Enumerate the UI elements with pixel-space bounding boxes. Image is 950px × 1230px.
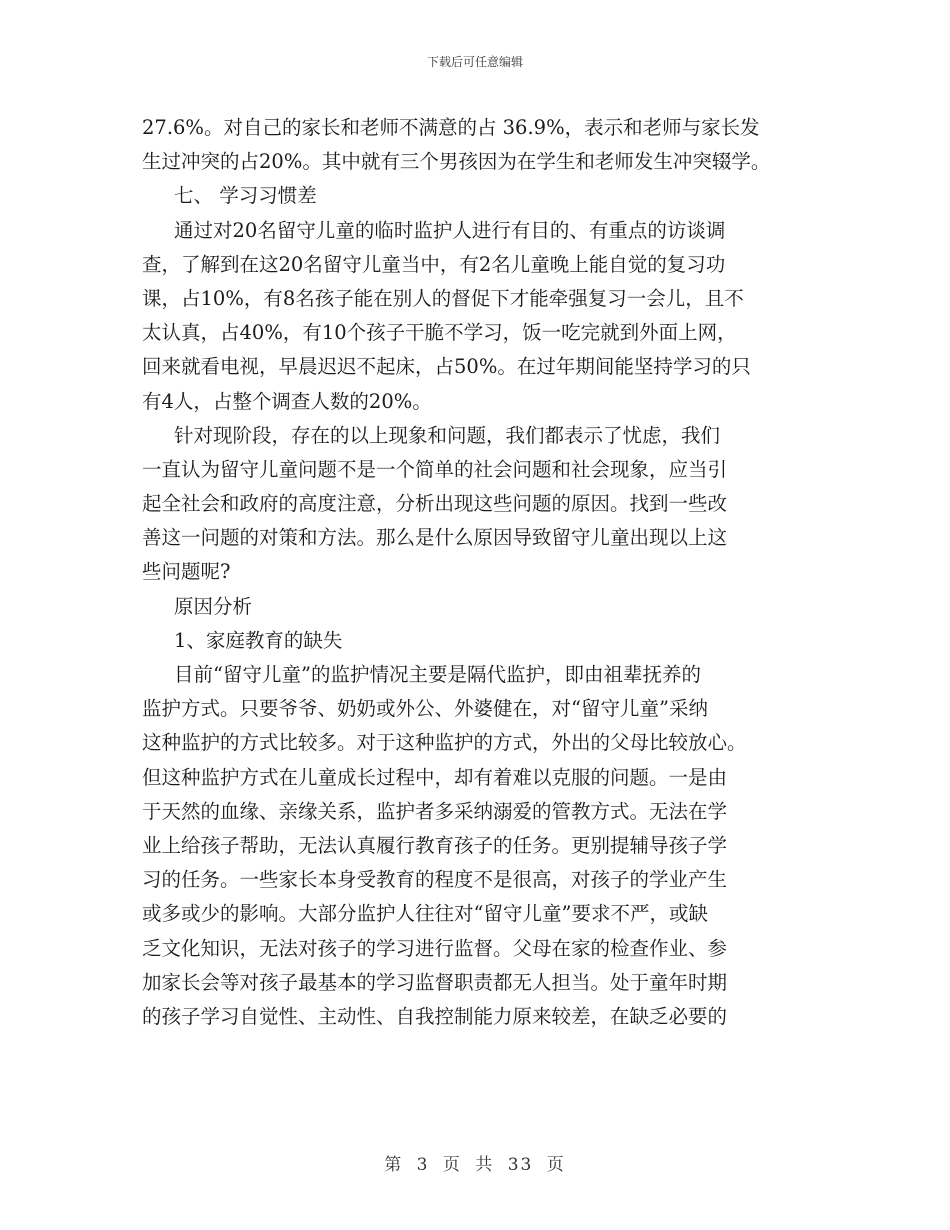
text-line: 起全社会和政府的高度注意，分析出现这些问题的原因。找到一些改 [142,492,728,516]
text-line: 但这种监护方式在儿童成长过程中，却有着难以克服的问题。一是由 [142,765,728,789]
text-line: 业上给孩子帮助，无法认真履行教育孩子的任务。更别提辅导孩子学 [142,833,728,857]
text-line: 查，了解到在这20名留守儿童当中，有2名儿童晚上能自觉的复习功 [142,252,726,276]
text-line: 这种监护的方式比较多。对于这种监护的方式，外出的父母比较放心。 [142,731,747,755]
footer-suffix: 页 [546,1155,566,1175]
document-body [142,111,822,1034]
text-line: 监护方式。只要爷爷、奶奶或外公、外婆健在，对“留守儿童”采纳 [142,697,708,721]
text-line: 善这一问题的对策和方法。那么是什么原因导致留守儿童出现以上这 [142,526,728,550]
footer-page-word: 页 [442,1155,462,1175]
text-line: 于天然的血缘、亲缘关系，监护者多采纳溺爱的管教方式。无法在学 [142,799,728,823]
page-header: 下载后可任意编辑 [426,55,523,69]
page-number: 3 [416,1155,430,1175]
text-line: 目前“留守儿童”的监护情况主要是隔代监护，即由祖辈抚养的 [174,663,701,686]
section-heading: 1、家庭教育的缺失 [174,628,343,652]
text-line: 太认真，占40%，有10个孩子干脆不学习，饭一吃完就到外面上网， [142,321,737,345]
page-footer [0,1150,950,1175]
text-line: 课，占10%，有8名孩子能在别人的督促下才能牵强复习一会儿，且不 [142,286,744,310]
text-line: 针对现阶段，存在的以上现象和问题，我们都表示了忧虑，我们 [174,423,721,447]
text-line: 或多或少的影响。大部分监护人往往对“留守儿童”要求不严，或缺 [142,902,708,926]
text-line: 回来就看电视，早晨迟迟不起床，占50%。在过年期间能坚持学习的只 [142,355,751,379]
text-line: 加家长会等对孩子最基本的学习监督职责都无人担当。处于童年时期 [142,970,728,994]
text-line: 些问题呢? [142,560,231,584]
text-line: 一直认为留守儿童问题不是一个简单的社会问题和社会现象，应当引 [142,457,728,481]
footer-total-word: 共 [475,1155,495,1175]
text-line: 习的任务。一些家长本身受教育的程度不是很高，对孩子的学业产生 [142,868,728,892]
footer-prefix: 第 [384,1155,404,1175]
text-line: 乏文化知识，无法对孩子的学习进行监督。父母在家的检查作业、参 [142,936,728,960]
text-line: 生过冲突的占20%。其中就有三个男孩因为在学生和老师发生冲突辍学。 [142,150,771,174]
text-line: 的孩子学习自觉性、主动性、自我控制能力原来较差，在缺乏必要的 [142,1004,728,1028]
total-pages: 33 [507,1155,534,1175]
text-line: 27.6%。对自己的家长和老师不满意的占 36.9%，表示和老师与家长发 [142,116,760,139]
section-heading: 原因分析 [174,594,253,618]
section-heading: 七、 学习习惯差 [174,184,317,208]
text-line: 有4人，占整个调查人数的20%。 [142,389,432,413]
text-line: 通过对20名留守儿童的临时监护人进行有目的、有重点的访谈调 [174,218,726,242]
